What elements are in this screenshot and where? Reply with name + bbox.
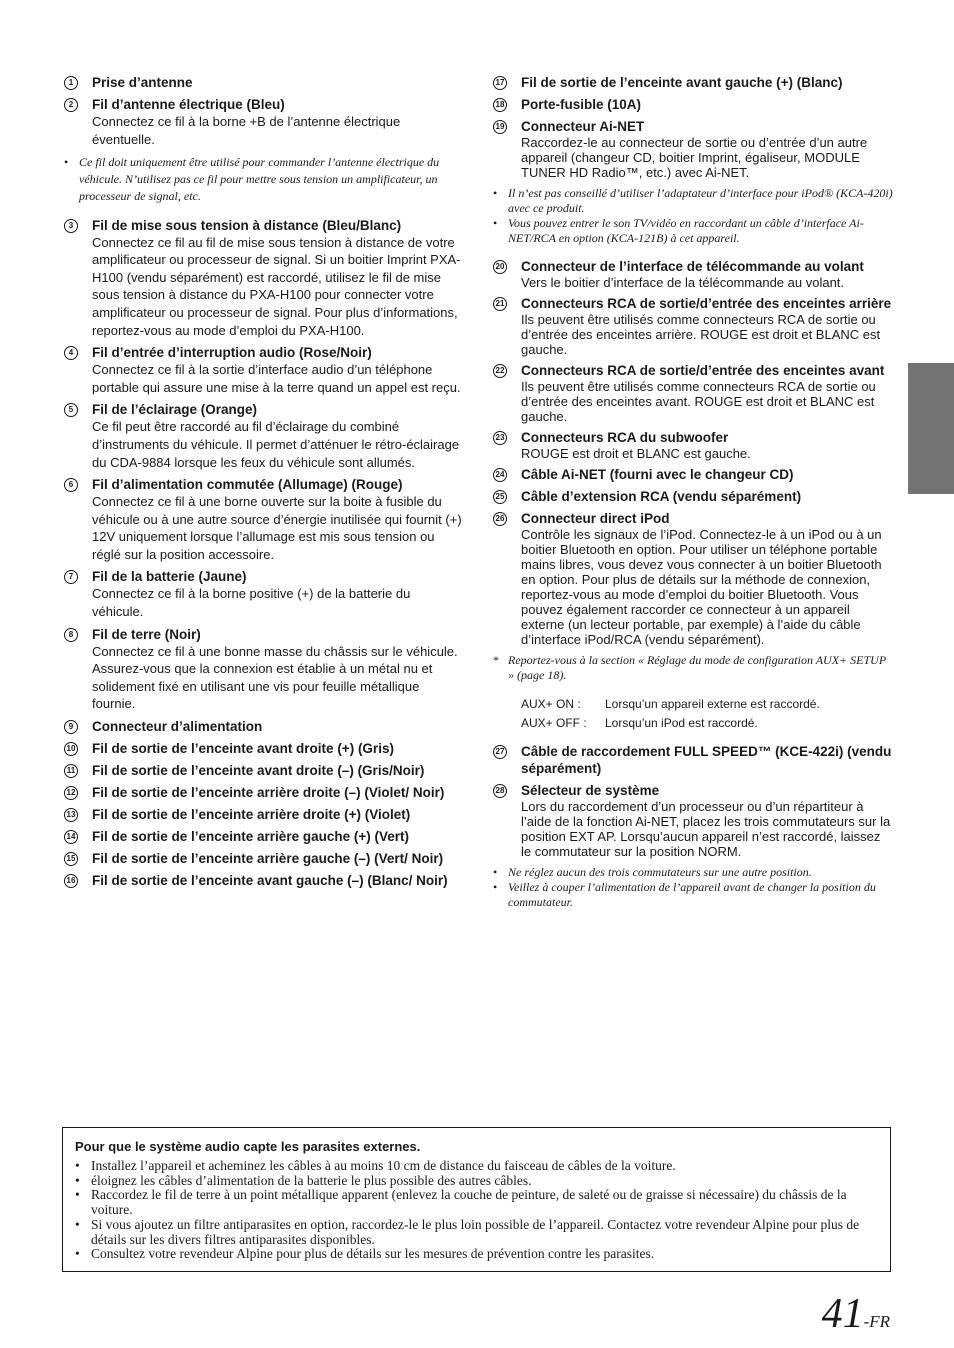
connection-item	[64, 401, 464, 471]
item-number-badge: 4	[64, 346, 78, 360]
tip-bullet: •	[75, 1187, 80, 1203]
connection-item	[64, 784, 464, 801]
connection-item	[493, 743, 893, 777]
item-description: Connectez ce fil à la borne +B de l’antenne électrique éventuelle.	[92, 114, 401, 147]
item-description: ROUGE est droit et BLANC est gauche.	[521, 446, 751, 461]
item-number-badge: 12	[64, 786, 78, 800]
item-number-badge: 19	[493, 120, 507, 134]
item-number-badge: 25	[493, 490, 507, 504]
item-number-badge: 24	[493, 468, 507, 482]
item-description: Connectez ce fil à la sortie d’interface audio d’un téléphone portable qui assure une mise à la terre quand un appel est reçu.	[92, 362, 461, 395]
item-title: Fil de sortie de l’enceinte avant gauche (+) (Blanc)	[521, 75, 843, 90]
item-number-badge: 15	[64, 852, 78, 866]
connection-item	[64, 568, 464, 620]
tip-text: Installez l’appareil et acheminez les câbles à au moins 10 cm de distance du faisceau de câbles de la voiture.	[91, 1158, 676, 1173]
aux-setting-row	[521, 695, 893, 714]
tip-text: éloignez les câbles d’alimentation de la batterie le plus possible des autres câbles.	[91, 1172, 532, 1188]
page-language-suffix: -FR	[863, 1312, 890, 1331]
item-number-badge: 28	[493, 784, 507, 798]
tip-bullet: •	[75, 1172, 80, 1188]
item-description: Lors du raccordement d’un processeur ou d’un répartiteur à l’aide de la fonction Ai-NET, placez les trois commutateurs sur la position EXT AP. Lorsqu’aucun appareil n’est raccordé, laissez le commutateur sur la position NORM.	[521, 799, 891, 859]
item-title: Fil de sortie de l’enceinte avant gauche (–) (Blanc/ Noir)	[92, 873, 448, 889]
item-title: Sélecteur de système	[521, 783, 660, 798]
note-text: Il n’est pas conseillé d’utiliser l’adaptateur d’interface pour iPod® (KCA-420i) avec ce produit.	[508, 186, 893, 215]
note-bullet: •	[493, 880, 498, 894]
tip-text: Consultez votre revendeur Alpine pour plus de détails sur les mesures de prévention contre les parasites.	[91, 1246, 655, 1262]
item-title: Câble d’extension RCA (vendu séparément)	[521, 489, 802, 504]
connection-item	[493, 782, 893, 859]
page-number	[822, 1290, 890, 1338]
connection-item	[64, 850, 464, 867]
item-number-badge: 8	[64, 628, 78, 642]
item-title: Porte-fusible (10A)	[521, 97, 642, 112]
note-text: Ne réglez aucun des trois commutateurs sur une autre position.	[508, 865, 812, 879]
connection-item	[64, 872, 464, 889]
item-title: Connecteur de l’interface de télécommande au volant	[521, 259, 864, 274]
footnote-item	[493, 653, 893, 683]
item-title: Fil de sortie de l’enceinte arrière droite (+) (Violet)	[92, 807, 411, 823]
item-title: Prise d’antenne	[92, 75, 193, 90]
tip-item	[75, 1247, 878, 1262]
item-title: Connecteurs RCA de sortie/d’entrée des enceintes arrière	[521, 296, 892, 311]
connection-item	[493, 510, 893, 647]
connection-item	[64, 96, 464, 148]
item-number-badge: 22	[493, 364, 507, 378]
note-bullet: •	[64, 155, 69, 170]
item-description: Connectez ce fil à une bonne masse du châssis sur le véhicule. Assurez-vous que la connexion est établie à un métal nu et solidement fixé en utilisant une vis pour feuille métallique fournie.	[92, 643, 458, 712]
item-number-badge: 7	[64, 570, 78, 584]
item-number-badge: 18	[493, 98, 507, 112]
aux-setting-row	[521, 714, 893, 733]
item-number-badge: 13	[64, 808, 78, 822]
item-description: Connectez ce fil à une borne ouverte sur la boite à fusible du véhicule ou à une autre source d’énergie inutilisée qui fournit (+) 12V uniquement lorsque l’allumage est mis sous tension ou réglé sur la position accessoire.	[92, 494, 462, 562]
connection-item	[64, 476, 464, 563]
connection-item	[64, 344, 464, 396]
note-bullet: •	[493, 186, 498, 200]
item-title: Fil de la batterie (Jaune)	[92, 569, 247, 585]
note-list	[64, 154, 464, 204]
aux-setting-value: Lorsqu’un iPod est raccordé.	[605, 716, 758, 730]
connection-item	[493, 488, 893, 505]
item-description: Ce fil peut être raccordé au fil d’éclairage du combiné d’instruments du véhicule. Il permet d’atténuer le rétro-éclairage du CDA-9884 lorsque les feux du véhicule sont allumés.	[92, 419, 460, 470]
aux-setting-key: AUX+ OFF :	[521, 716, 587, 730]
tip-bullet: •	[75, 1246, 80, 1262]
aux-setting-table	[521, 695, 893, 733]
tip-item	[75, 1218, 878, 1247]
item-number-badge: 10	[64, 742, 78, 756]
item-number-badge: 3	[64, 219, 78, 233]
item-title: Fil de sortie de l’enceinte avant droite (+) (Gris)	[92, 741, 394, 757]
item-number-badge: 27	[493, 745, 507, 759]
item-description: Connectez ce fil au fil de mise sous tension à distance de votre amplificateur ou processeur de signal. Si un boitier Imprint PXA-H100 (vendu séparément) est raccordé, utilisez le fil de mise sous tension à distance du PXA-H100 pour connecter votre amplificateur ou processeur de signal. Pour plus d’informations, reportez-vous au mode d’emploi du PXA-H100.	[92, 234, 461, 338]
item-number-badge: 1	[64, 76, 78, 90]
connection-item	[493, 258, 893, 290]
item-number-badge: 17	[493, 76, 507, 90]
connection-item	[493, 118, 893, 180]
connection-item	[493, 295, 893, 357]
connection-item	[493, 429, 893, 461]
item-title: Fil de l’éclairage (Orange)	[92, 402, 258, 418]
tip-text: Si vous ajoutez un filtre antiparasites en option, raccordez-le le plus loin possible de l’appareil. Contactez votre revendeur Alpine pour plus de détails sur les divers filtres antiparasites disponibles.	[91, 1216, 860, 1247]
item-title: Connecteur d’alimentation	[92, 719, 263, 735]
item-number-badge: 14	[64, 830, 78, 844]
right-column	[493, 74, 893, 922]
aux-setting-value: Lorsqu’un appareil externe est raccordé.	[605, 697, 820, 711]
item-number-badge: 20	[493, 260, 507, 274]
item-title: Fil de mise sous tension à distance (Bleu/Blanc)	[92, 217, 402, 233]
item-number-badge: 6	[64, 478, 78, 492]
page-number-value: 41	[821, 1291, 864, 1337]
left-column	[64, 74, 464, 894]
item-title: Connecteur direct iPod	[521, 511, 670, 526]
tip-list	[75, 1159, 878, 1262]
connection-item	[493, 466, 893, 483]
item-title: Connecteurs RCA de sortie/d’entrée des enceintes avant	[521, 363, 885, 378]
connection-item	[64, 718, 464, 735]
section-tab-marker	[908, 363, 954, 494]
note-text: Ce fil doit uniquement être utilisé pour commander l’antenne électrique du véhicule. N’utilisez pas ce fil pour mettre sous tension un amplificateur, un processeur de signal, etc.	[79, 155, 440, 203]
connection-item	[64, 626, 464, 713]
item-number-badge: 11	[64, 764, 78, 778]
note-bullet: •	[493, 865, 498, 879]
aux-setting-key: AUX+ ON :	[521, 697, 581, 711]
note-text: Veillez à couper l’alimentation de l’appareil avant de changer la position du commutateur.	[508, 880, 876, 909]
note-text: Vous pouvez entrer le son TV/vidéo en raccordant un câble d’interface Ai-NET/RCA en option (KCA-121B) à cet appareil.	[508, 216, 864, 245]
connection-item	[493, 362, 893, 424]
note-bullet: •	[493, 216, 498, 230]
item-description: Contrôle les signaux de l’iPod. Connectez-le à un iPod ou à un boitier Bluetooth en option. Pour utiliser un téléphone portable mains libres, vous devez vous connecter à un boitier Bluetooth en option. Pour plus de détails sur la méthode de connexion, reportez-vous au mode d’emploi du boitier Bluetooth. Vous pouvez également raccorder ce connecteur à un appareil externe (un lecteur portable, par exemple) à l’aide du câble d’interface iPod/RCA (vendu séparément).	[521, 527, 882, 647]
item-number-badge: 2	[64, 98, 78, 112]
tip-box-title: Pour que le système audio capte les parasites externes.	[75, 1139, 421, 1154]
item-title: Fil d’entrée d’interruption audio (Rose/Noir)	[92, 345, 372, 361]
item-title: Fil de sortie de l’enceinte arrière gauche (–) (Vert/ Noir)	[92, 851, 444, 867]
noise-tips-box	[62, 1127, 891, 1272]
note-item	[64, 154, 464, 204]
item-title: Fil de terre (Noir)	[92, 626, 201, 642]
tip-text: Raccordez le fil de terre à un point métallique apparent (enlevez la couche de peinture, de saleté ou de graisse si nécessaire) du châssis de la voiture.	[91, 1187, 847, 1218]
tip-bullet: •	[75, 1216, 80, 1232]
item-title: Connecteur Ai-NET	[521, 119, 645, 134]
note-list	[493, 865, 893, 910]
item-number-badge: 9	[64, 720, 78, 734]
connection-item	[493, 74, 893, 91]
item-description: Connectez ce fil à la borne positive (+) de la batterie du véhicule.	[92, 586, 411, 620]
item-title: Connecteurs RCA du subwoofer	[521, 430, 729, 445]
item-title: Câble de raccordement FULL SPEED™ (KCE-422i) (vendu séparément)	[521, 744, 892, 776]
connection-item	[64, 828, 464, 845]
item-title: Fil d’antenne électrique (Bleu)	[92, 97, 285, 112]
item-description: Ils peuvent être utilisés comme connecteurs RCA de sortie ou d’entrée des enceintes avant. ROUGE est droit et BLANC est gauche.	[521, 379, 876, 424]
item-title: Fil de sortie de l’enceinte arrière droite (–) (Violet/ Noir)	[92, 785, 445, 801]
item-title: Fil d’alimentation commutée (Allumage) (Rouge)	[92, 477, 403, 493]
item-title: Fil de sortie de l’enceinte avant droite (–) (Gris/Noir)	[92, 763, 425, 779]
note-item	[493, 216, 893, 246]
item-title: Câble Ai-NET (fourni avec le changeur CD)	[521, 467, 794, 482]
item-number-badge: 21	[493, 297, 507, 311]
connection-item	[64, 217, 464, 340]
connection-item	[64, 740, 464, 757]
note-item	[493, 865, 893, 880]
tip-item	[75, 1159, 878, 1174]
tip-bullet: •	[75, 1158, 80, 1173]
item-description: Ils peuvent être utilisés comme connecteurs RCA de sortie ou d’entrée des enceintes arrière. ROUGE est droit et BLANC est gauche.	[521, 312, 881, 357]
item-number-badge: 5	[64, 403, 78, 417]
footnote-list	[493, 653, 893, 683]
note-item	[493, 880, 893, 910]
connection-item	[64, 806, 464, 823]
connection-item	[493, 96, 893, 113]
item-number-badge: 16	[64, 874, 78, 888]
note-list	[493, 186, 893, 246]
tip-item	[75, 1188, 878, 1217]
connection-item	[64, 762, 464, 779]
footnote-text: Reportez-vous à la section « Réglage du mode de configuration AUX+ SETUP » (page 18).	[508, 653, 886, 682]
note-item	[493, 186, 893, 216]
footnote-asterisk: *	[493, 653, 499, 667]
item-description: Raccordez-le au connecteur de sortie ou d’entrée d’un autre appareil (changeur CD, boitier Imprint, égaliseur, MODULE TUNER HD Radio™, etc.) avec Ai-NET.	[521, 135, 868, 180]
tip-item	[75, 1174, 878, 1189]
item-number-badge: 23	[493, 431, 507, 445]
item-number-badge: 26	[493, 512, 507, 526]
item-title: Fil de sortie de l’enceinte arrière gauche (+) (Vert)	[92, 829, 409, 845]
item-description: Vers le boitier d’interface de la télécommande au volant.	[521, 275, 845, 290]
connection-item	[64, 74, 464, 91]
